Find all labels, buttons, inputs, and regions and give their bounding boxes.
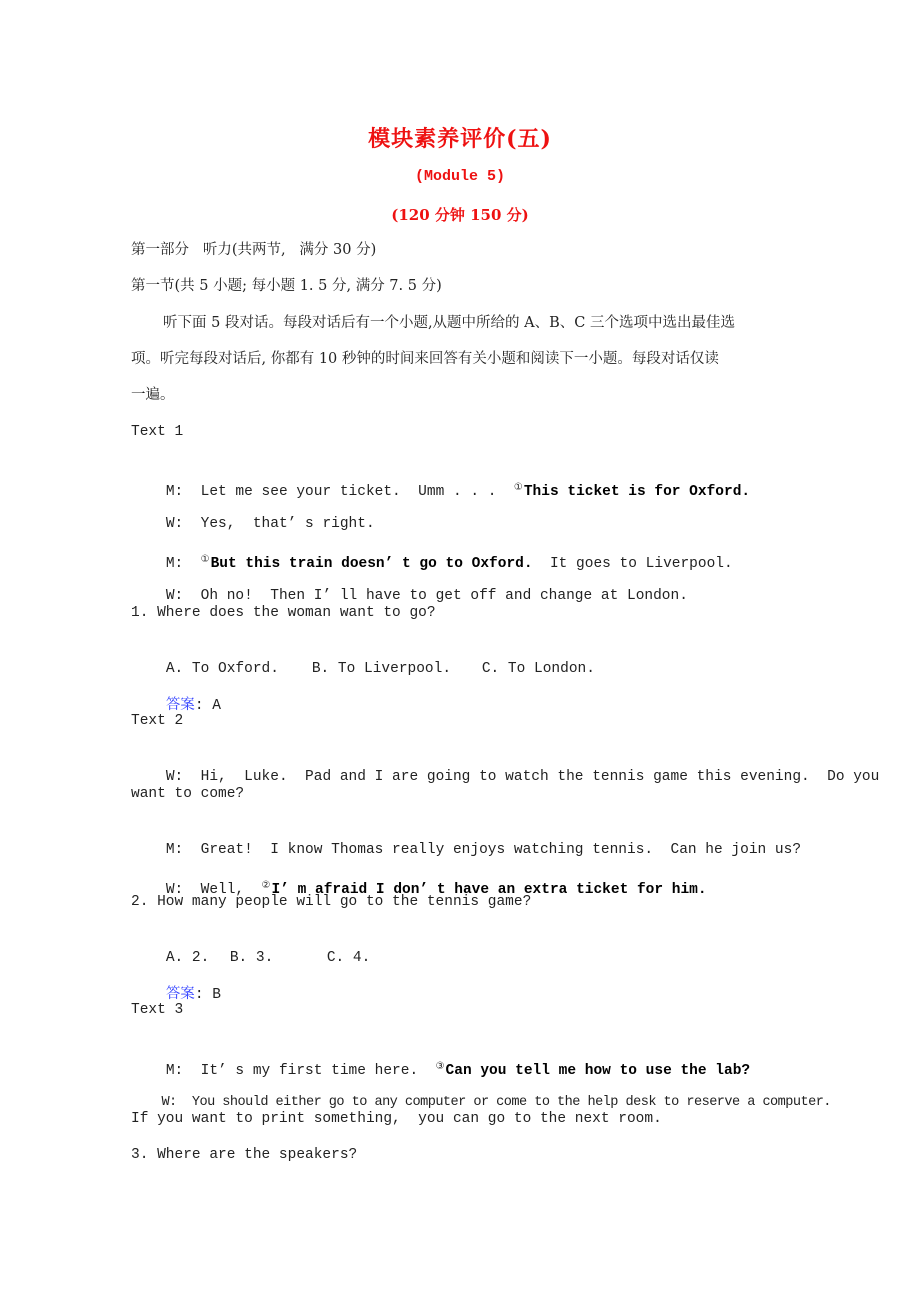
answer-value: : B (194, 987, 221, 1003)
dialogue-text: Well, (200, 882, 262, 898)
module-subtitle: (Module 5) (414, 168, 505, 185)
instructions-line-1: 听下面 5 段对话。每段对话后有一个小题,从题中所给的 A、B、C 三个选项中选出最佳选 (163, 315, 735, 331)
option-b: B. 3. (229, 950, 274, 966)
question-3: 3. Where are the speakers? (131, 1147, 358, 1163)
instructions-line-2: 项。听完每段对话后, 你都有 10 秒钟的时间来回答有关小题和阅读下一小题。每段对话仅读 (131, 351, 719, 367)
dialogue-text: You should either go to any computer or come to the help desk to reserve a computer. (191, 1095, 831, 1110)
instructions-line-3: 一遍。 (131, 387, 175, 403)
answer-value: : A (194, 698, 221, 714)
speaker: M: (165, 556, 184, 572)
option-a: A. 2. (165, 950, 210, 966)
option-b: B. To Liverpool. (311, 661, 452, 677)
speaker: M: (165, 484, 184, 500)
question-2: 2. How many people will go to the tennis game? (131, 894, 532, 910)
exam-meta: (120 分钟 150 分) (391, 206, 529, 224)
dialogue-text: It’ s my first time here. (200, 1063, 436, 1079)
dialogue-text: It goes to Liverpool. (532, 556, 733, 572)
dialogue-text: Great! I know Thomas really enjoys watching tennis. Can he join us? (200, 842, 802, 858)
sub-heading: 第一节(共 5 小题; 每小题 1. 5 分, 满分 7. 5 分) (131, 278, 442, 294)
key-sentence: Can you tell me how to use the lab? (445, 1063, 751, 1079)
speaker: W: (165, 882, 184, 898)
marker-1: ① (513, 482, 523, 493)
dialogue-text: Oh no! Then I’ ll have to get off and change at London. (200, 588, 688, 604)
document-title: 模块素养评价(五) (368, 126, 552, 152)
dialogue-text: Yes, that’ s right. (200, 516, 375, 532)
key-sentence: I’ m afraid I don’ t have an extra ticket for him. (271, 882, 707, 898)
option-c: C. To London. (481, 661, 595, 677)
marker-2: ② (261, 880, 271, 891)
dialogue-text: Hi, Luke. Pad and I are going to watch the tennis game this evening. Do you (200, 769, 880, 785)
answer-label: 答案 (165, 986, 195, 1002)
question-1: 1. Where does the woman want to go? (131, 605, 436, 621)
speaker: W: (165, 516, 184, 532)
text-1-label: Text 1 (131, 424, 184, 440)
text-2-label: Text 2 (131, 713, 184, 729)
key-sentence: But this train doesn’ t go to Oxford. (210, 556, 533, 572)
speaker: M: (165, 1063, 184, 1079)
part-heading: 第一部分 听力(共两节, 满分 30 分) (131, 242, 377, 258)
option-c: C. 4. (326, 950, 371, 966)
speaker: M: (165, 842, 184, 858)
option-a: A. To Oxford. (165, 661, 279, 677)
speaker: W: (165, 769, 184, 785)
speaker: W: (161, 1095, 177, 1110)
dialogue-line-continued: If you want to print something, you can go to the next room. (131, 1111, 662, 1127)
marker-3: ③ (435, 1061, 445, 1072)
dialogue-text: Let me see your ticket. Umm . . . (200, 484, 514, 500)
marker-1: ① (200, 554, 210, 565)
answer-label: 答案 (165, 697, 195, 713)
key-sentence: This ticket is for Oxford. (523, 484, 751, 500)
speaker: W: (165, 588, 184, 604)
dialogue-line-continued: want to come? (131, 786, 245, 802)
text-3-label: Text 3 (131, 1002, 184, 1018)
